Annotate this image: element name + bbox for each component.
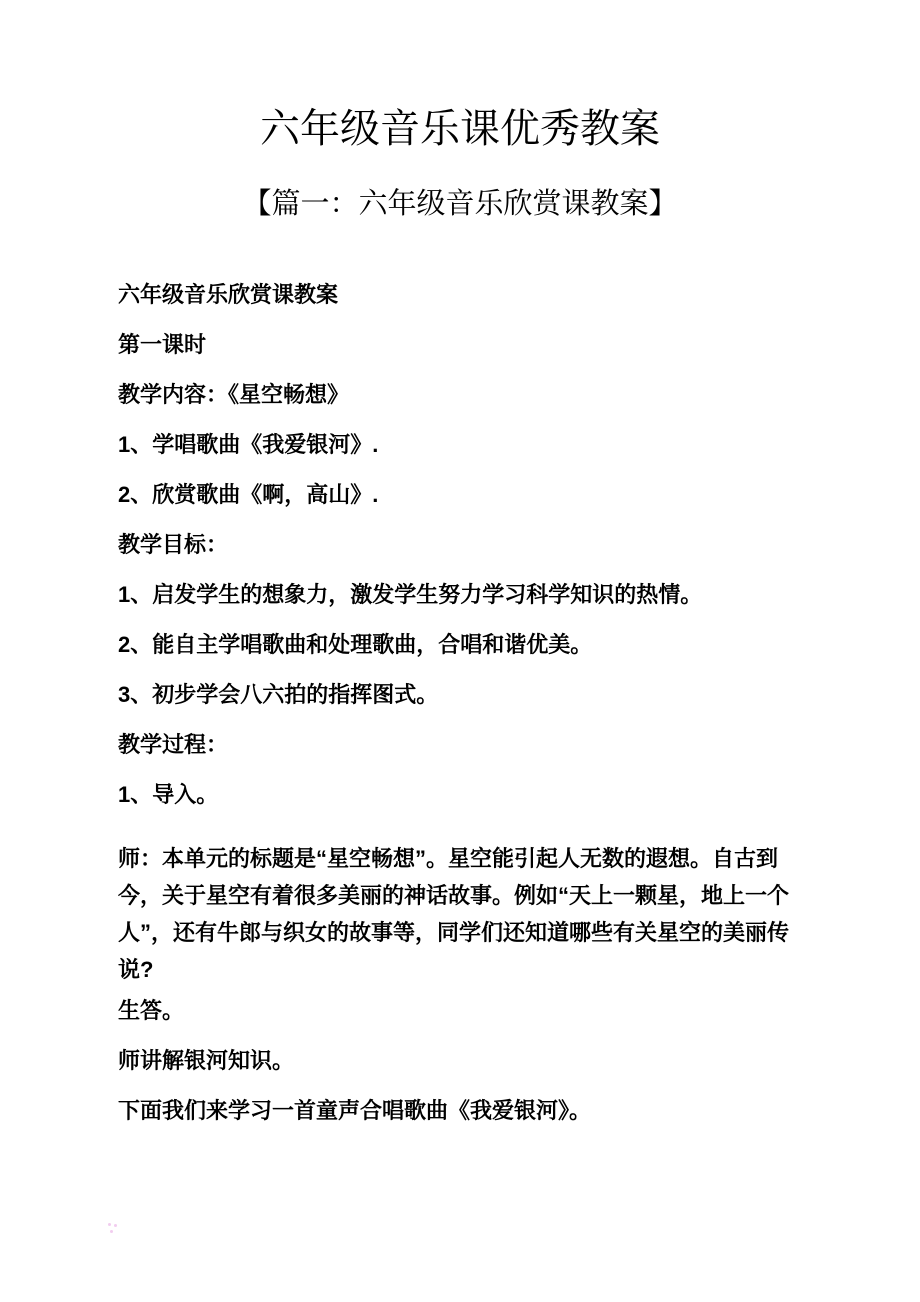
body-line-goal-1: 1、启发学生的想象力，激发学生努力学习科学知识的热情。 [118,582,703,607]
body-line-session: 第一课时 [118,332,207,357]
body-line-item-2: 2、欣赏歌曲《啊，高山》. [118,482,379,507]
body-line-intro: 1、导入。 [118,782,219,807]
closing-line-next-song: 下面我们来学习一首童声合唱歌曲《我爱银河》。 [118,1098,592,1123]
body-paragraph-teacher-intro: 师：本单元的标题是“星空畅想”。星空能引起人无数的遐想。自古到今，关于星空有着很多美丽的神话故事。例如“天上一颗星，地上一个人”，还有牛郎与织女的故事等，同学们还知道哪些有关星空的美丽传说? [118,846,790,982]
body-line-content: 教学内容：《星空畅想》 [118,382,350,407]
watermark-speck [106,1223,118,1235]
body-line-goal-3: 3、初步学会八六拍的指挥图式。 [118,682,439,707]
closing-line-teacher-explain: 师讲解银河知识。 [118,1048,295,1073]
document-subtitle: 【篇一：六年级音乐欣赏课教案】 [242,188,678,220]
body-line-goals-heading: 教学目标： [118,532,229,557]
body-line-process-heading: 教学过程： [118,732,229,757]
body-line-heading: 六年级音乐欣赏课教案 [118,282,339,307]
body-line-item-1: 1、学唱歌曲《我爱银河》. [118,432,379,457]
document-body [118,282,812,1124]
body-line-goal-2: 2、能自主学唱歌曲和处理歌曲，合唱和谐优美。 [118,632,593,657]
closing-line-student-answer: 生答。 [118,998,185,1023]
document-title: 六年级音乐课优秀教案 [260,106,660,151]
